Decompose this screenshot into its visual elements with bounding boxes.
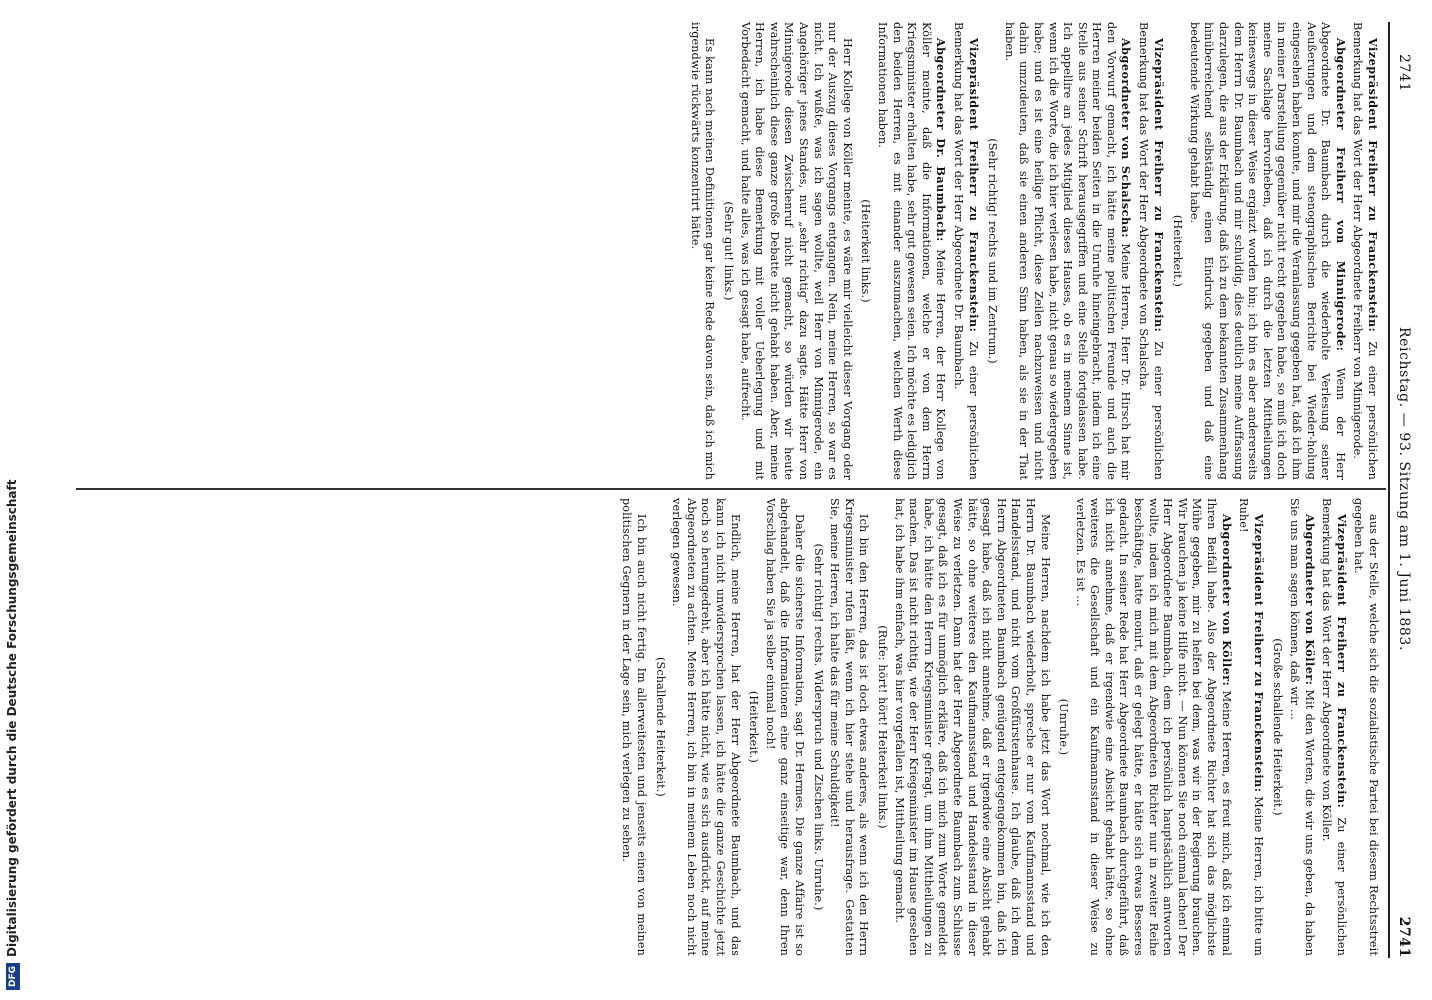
speech-text: Wenn der Herr Abgeordnete Dr. Baumbach durch die wiederholte Verlesung seiner Aeußerungen und dem stenographischen Berichte bei Wieder-holung eingesehen haben konnte, und mir die Veranlassung gegeben hat, daß ich ihm in meiner Darstellung gegenüber nicht recht gegeben habe, so muß ich doch meine Sachlage hervorheben, daß ich durch die letzten Mittheilungen keineswegs in dieser Weise ergänzt worden bin; ich bin es aber andererseits dem Herrn Dr. Baumbach und mir schuldig, dies deutlich meine Auffassung darzulegen, die aus der Erklärung, daß ich zu dem bekannten Zusammenhang hinüberreichend selbständig einen Eindruck gegeben und daß eine bedeutende Wirkung gehabt habe. (1187, 22, 1347, 480)
page-header (1388, 14, 1412, 964)
speech-paragraph (1319, 498, 1349, 956)
stage-direction: (Sehr richtig! rechts und im Zentrum.) (986, 138, 1000, 364)
speaker-name: Vizepräsident Freiherr zu Franckenstein: (1366, 38, 1380, 333)
speech-paragraph (762, 498, 806, 956)
speech-paragraph (827, 498, 871, 956)
speaker-name: Abgeordneter Dr. Baumbach: (934, 38, 949, 242)
dfg-logo: DFG (6, 963, 20, 990)
rotated-page-content (76, 14, 1416, 964)
speech-paragraph (619, 498, 648, 956)
speech-paragraph (1351, 498, 1380, 956)
stage-direction: (Heiterkeit links.) (859, 199, 873, 303)
speech-text: Meine Herren, es freut mich, daß ich einmal Ihren Beifall habe. Also der Abgeordnete Richter hat sich das möglichste Mühe gegeben, mir zu helfen bei dem, was wir in der Regierung brauchen. Wir brauchen ja keine Hilfe nicht. — Nun können Sie noch einmal lachen! Der Herr Abgeordnete Baumbach, dem ich persönlich hauptsächlich antworten wollte, indem ich mich mit dem Abgeordneten Richter nur in zweiter Reihe beschäftige, hatte monirt, daß er gelegt hätte, er hätte sich etwas Besseres gedacht. In seiner Rede hat Herr Abgeordnete Baumbach durchgeführt, daß ich nicht annehme, daß er irgendwie eine Absicht gehabt hätte, so ohne weiteres die Gesellschaft und ein Kaufmannsstand in dieser Weise zu verletzen. Es ist ... (1073, 498, 1233, 956)
speech-text: Meine Herren, nachdem ich habe jetzt das Wort nochmal, wie ich den Herrn Dr. Baumbach wiederholt, spreche er nur vom Kaufmannsstand und Handelsstand, und nicht vom Großfürstenhause. Ich glaube, daß ich dem Herrn Abgeordneten Baumbach genügend entgegengekommen bin, daß ich gesagt habe, daß ich nicht annehme, daß er irgendwie eine Absicht gehabt hätte, so ohne weiteres den Kaufmannsstand und Handelsstand in dieser Weise zu verletzen. Dann hat der Herr Abgeordnete Baumbach zum Schlusse gesagt, daß ich es für unmöglich erkläre, daß ich mich zum Worte gemeldet habe, ich hätte den Herrn Kriegsminister gefragt, um ihm Mittheilungen zu machen. Das ist nicht richtig, wie der Herr Kriegsminister im Hause gesehen hat, ich habe ihm einfach, was hier vorgefallen ist, Mittheilung gemacht. (892, 498, 1052, 956)
speech-text: Zu einer persönlichen Bemerkung hat das Wort der Herr Abgeordnete Freiherr von Minnigerode. (1351, 22, 1379, 480)
speech-text: Meine Herren, ich bitte um Ruhe! (1237, 498, 1265, 956)
speech-text: aus der Stelle, welche sich die sozialistische Partei bei diesem Rechtsstreit gegeben hat. (1352, 498, 1380, 956)
speaker-name: Vizepräsident Freiherr zu Franckenstein: (1251, 514, 1266, 793)
speech-text: Zu einer persönlichen Bemerkung hat das Wort der Herr Abgeordnete von Schalscha. (1137, 22, 1165, 480)
right-column (76, 498, 1380, 956)
header-rule (1388, 22, 1390, 958)
speech-text: Herr Kollege von Köller meinte, es wäre mir vielleicht dieser Vorgang oder nur der Auszug dieses Vorgangs entgangen. Nein, meine Herren, so war es nicht. Ich wußte, was ich sagen wollte, weil Herr von Minnigerode, ein Angehöriger jenes Standes, nur „sehr richtig“ dazu sagte. Hätte Herr von Minnigerode diesen Zwischenruf nicht gemacht, so würden wir heute wahrscheinlich diese ganze große Debatte nicht gehabt haben. Aber, meine Herren, ich habe diese Bemerkung mit voller Ueberlegung und mit Vorbedacht gemacht, und halte alles, was ich gesagt habe, aufrecht. (738, 22, 854, 480)
speech-text: Ich bin auch nicht fertig. Im allerweitesten und jenseits einen von meinen politischen Gegnern in der Lage sein, mich verlegen zu sehen. (620, 498, 649, 956)
speech-paragraph (1350, 22, 1380, 480)
funding-credit (2, 40, 22, 990)
stage-direction: (Große schallende Heiterkeit.) (1271, 638, 1285, 816)
speaker-name: Vizepräsident Freiherr zu Franckenstein: (966, 38, 981, 333)
stage-direction: (Rufe: hört! hört! Heiterkeit links.) (876, 625, 889, 829)
speech-paragraph (1001, 22, 1133, 480)
running-title: Reichstag. — 93. Sitzung am 1. Juni 1883. (1396, 327, 1412, 651)
speech-paragraph (874, 22, 948, 480)
stage-direction: (Unruhe.) (1057, 698, 1071, 756)
speech-paragraph (1186, 22, 1348, 480)
document-page (76, 14, 1416, 964)
speech-paragraph (950, 22, 980, 480)
funding-sidebar (2, 40, 24, 990)
speech-text: Endlich, meine Herren, hat der Herr Abgeordnete Baumbach, und das kann ich nicht unwidersprochen lassen, ich hätte die ganze Geschichte jetzt noch so herumgedreht, aber ich hätte nicht, wie es sich ausdrückt, auf meine Abgeordneten zu achten. Meine Herren, ich bin in meinem Leben noch nicht verlegen gewesen. (670, 498, 742, 956)
speaker-name: Vizepräsident Freiherr zu Franckenstein: (1334, 514, 1349, 809)
speech-paragraph (737, 22, 854, 480)
speech-text: Zu einer persönlichen Bemerkung hat das Wort der Herr Abgeordnete Dr. Baumbach. (951, 22, 980, 480)
speech-text: Meine Herren, der Herr Kollege von Köller meinte, daß die Informationen, welche er von dem Herrn Kriegsminister erhalten habe, sehr gut gewesen seien. Ich möchte es lediglich den beiden Herren, es mit einander auszumachen, welchen Werth diese Informationen haben. (876, 22, 948, 480)
speech-paragraph (1236, 498, 1266, 956)
stage-direction: (Heiterkeit.) (747, 690, 761, 764)
speech-paragraph (1136, 22, 1166, 480)
speech-paragraph (891, 498, 1052, 956)
speech-text: Es kann nach meinen Definitionen gar keine Rede davon sein, daß ich mich irgendwie rückwärts konzentrirt hätte. (688, 22, 717, 480)
speech-text: Meine Herren, Herr Dr. Hirsch hat mir den Vorwurf gemacht, ich hätte meine politischen Freunde und auch die Herren meiner beiden Seiten in die Unruhe hineingebracht, indem ich eine Stelle aus seiner Schrift herausgegriffen und eine Stelle fortgelassen habe. Ich appellire an jedes Mitglied dieses Hauses, ob es in meinem Sinne ist, wenn ich die Worte, die ich hier verlesen habe, nicht genau so wiedergegeben habe; und es ist eine heilige Pflicht, diese Zeilen nachzuweisen und nicht dahin umzudeuten, daß sie einen anderen Sinn haben, als sie in der That haben. (1002, 22, 1133, 480)
speaker-name: Abgeordneter von Köller: (1219, 514, 1234, 687)
credit-text: Digitalisierung gefördert durch die Deutsche Forschungsgemeinschaft (5, 479, 19, 957)
stage-direction: (Sehr richtig! rechts. Widerspruch und Zischen links. Unruhe.) (811, 543, 825, 911)
page-number: 2741 (1396, 916, 1412, 958)
speaker-name: Abgeordneter von Schalscha: (1119, 38, 1134, 238)
speech-paragraph (1072, 498, 1234, 956)
speaker-name: Vizepräsident Freiherr zu Franckenstein: (1151, 38, 1166, 333)
stage-direction: (Sehr gut! links.) (722, 201, 736, 301)
column-separator (76, 488, 1386, 490)
stage-direction: (Schallende Heiterkeit.) (653, 657, 667, 797)
speech-paragraph (669, 498, 742, 956)
stage-direction: (Heiterkeit.) (1171, 214, 1185, 288)
speech-paragraph (687, 22, 716, 480)
page-number-left: 2741 (1396, 54, 1412, 93)
speaker-name: Abgeordneter von Köller: (1302, 514, 1317, 686)
speaker-name: Abgeordneter Freiherr von Minnigerode: (1333, 38, 1348, 352)
speech-paragraph (1286, 498, 1316, 956)
left-column (76, 22, 1380, 480)
speech-text: Zu einer persönlichen Bemerkung hat das Wort der Herr Abgeordnete von Köller. (1320, 498, 1348, 956)
speech-text: Daher die sicherste Information, sagt Dr. Hermes. Die ganze Affaire ist so abgehandelt, daß die Informationen eine ganz einseitige war, denn Ihren Vorschlag haben Sie ja selber einmal noch! (763, 498, 807, 956)
speech-text: Ich bin den Herren, das ist doch etwas anderes, als wenn ich den Herrn Kriegsminister rufen läßt, wenn ich hier stehe und herausfrage. Gestatten Sie, meine Herren, ich halte das für meine Schuldigkeit! (828, 498, 871, 956)
speech-text: Mit den Worten, die wir uns geben, da haben Sie uns man sagen können, daß wir ... (1288, 498, 1316, 956)
